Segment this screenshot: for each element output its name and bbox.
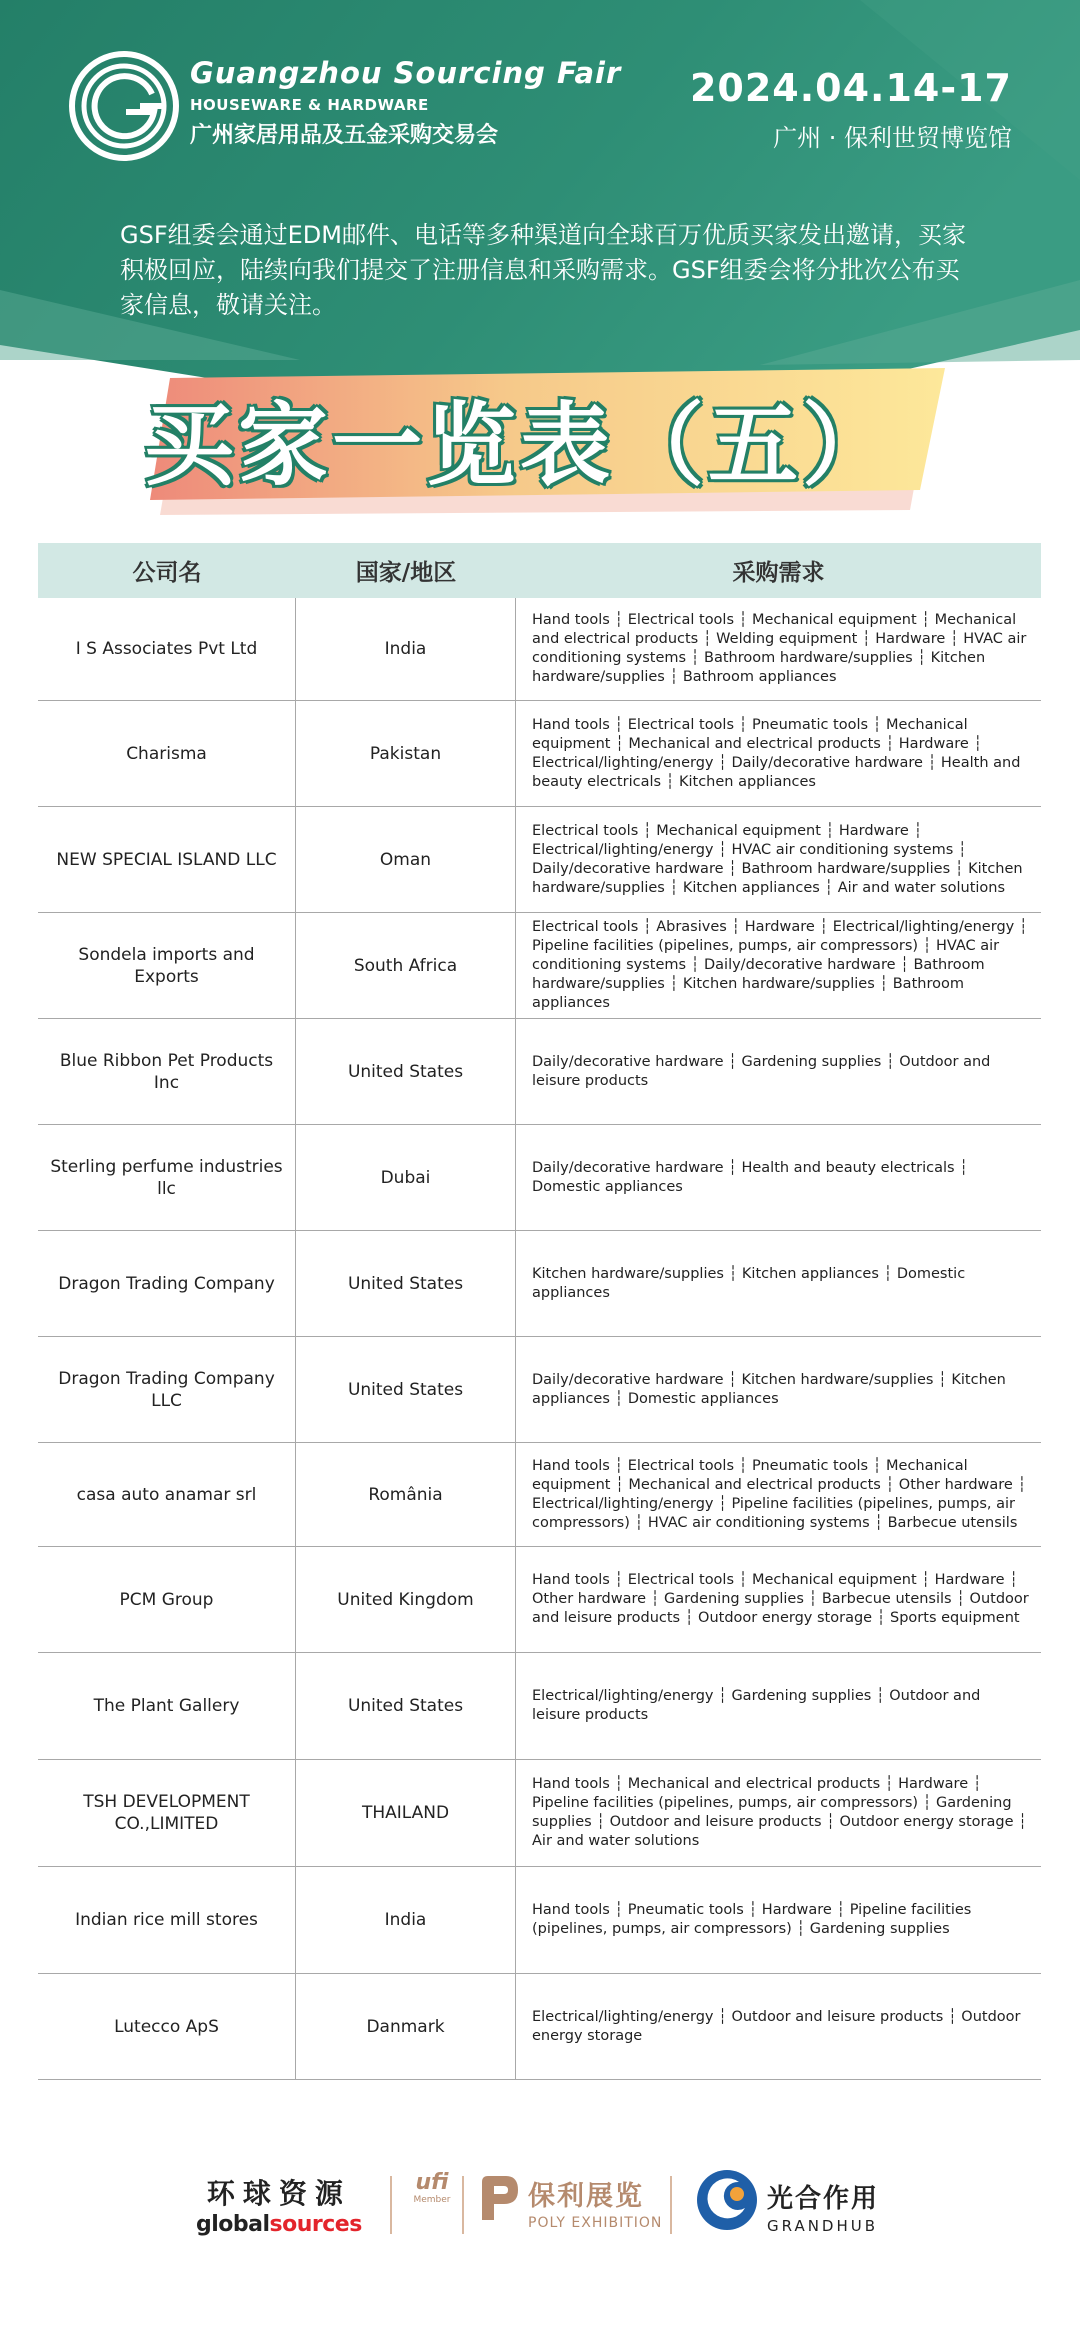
event-dates: 2024.04.14-17 — [689, 66, 1012, 110]
country: United States — [296, 1653, 516, 1759]
table-row — [38, 1867, 1041, 1974]
table-row — [38, 1443, 1041, 1547]
table-row — [38, 1974, 1041, 2080]
table-row — [38, 1337, 1041, 1443]
purchase-needs: Hand tools ┆ Electrical tools ┆ Mechanical equipment ┆ Mechanical and electrical products ┆ Welding equipment ┆ Hardware ┆ HVAC air conditioning systems ┆ Bathroom hardware/supplies ┆ Kitchen hardware/supplies ┆ Bathroom appliances — [532, 612, 1027, 685]
logo-divider — [390, 2176, 392, 2234]
header-country: 国家/地区 — [355, 560, 457, 586]
company-name: Indian rice mill stores — [38, 1867, 296, 1973]
company-name: Lutecco ApS — [38, 1974, 296, 2079]
purchase-needs: Hand tools ┆ Electrical tools ┆ Mechanical equipment ┆ Hardware ┆ Other hardware ┆ Gardening supplies ┆ Barbecue utensils ┆ Outdoor and leisure products ┆ Outdoor energy storage ┆ Sports equipment — [532, 1572, 1029, 1626]
logo-divider — [670, 2176, 672, 2234]
purchase-needs: Daily/decorative hardware ┆ Kitchen hardware/supplies ┆ Kitchen appliances ┆ Domestic appliances — [532, 1371, 1006, 1407]
banner-title: 买家一览表（五） — [144, 393, 896, 498]
purchase-needs: Hand tools ┆ Pneumatic tools ┆ Hardware ┆ Pipeline facilities (pipelines, pumps, air compressors) ┆ Gardening supplies — [532, 1902, 972, 1937]
country: Oman — [296, 807, 516, 912]
country: United States — [296, 1337, 516, 1442]
country: South Africa — [296, 913, 516, 1018]
purchase-needs: Hand tools ┆ Electrical tools ┆ Pneumatic tools ┆ Mechanical equipment ┆ Mechanical and electrical products ┆ Hardware ┆ Electrical/lighting/energy ┆ Daily/decorative hardware ┆ Health and beauty electricals ┆ Kitchen appliances — [532, 716, 1021, 790]
global-sources-en-b: sources — [269, 2212, 362, 2237]
purchase-needs: Electrical/lighting/energy ┆ Outdoor and leisure products ┆ Outdoor energy storage — [532, 2008, 1021, 2044]
country: United States — [296, 1019, 516, 1124]
table-row — [38, 1653, 1041, 1760]
grandhub-cn: 光合作用 — [767, 2184, 880, 2214]
intro-text: GSF组委会通过EDM邮件、电话等多种渠道向全球百万优质买家发出邀请，买家积极回应，陆续向我们提交了注册信息和采购需求。GSF组委会将分批次公布买家信息，敬请关注。 — [120, 221, 966, 319]
company-name: NEW SPECIAL ISLAND LLC — [38, 807, 296, 912]
country: România — [296, 1443, 516, 1546]
company-name: Sterling perfume industries llc — [38, 1125, 296, 1230]
poly-exhibition-logo — [476, 2172, 663, 2231]
company-name: TSH DEVELOPMENT CO.,LIMITED — [38, 1760, 296, 1866]
country: United Kingdom — [296, 1547, 516, 1652]
brand-chinese: 广州家居用品及五金采购交易会 — [190, 123, 499, 148]
purchase-needs: Hand tools ┆ Mechanical and electrical products ┆ Hardware ┆ Pipeline facilities (pipelines, pumps, air compressors) ┆ Gardening supplies ┆ Outdoor and leisure products ┆ Outdoor energy storage ┆ Air and water solutions — [532, 1776, 1027, 1849]
header-company: 公司名 — [132, 560, 202, 586]
purchase-needs: Hand tools ┆ Electrical tools ┆ Pneumatic tools ┆ Mechanical equipment ┆ Mechanical and electrical products ┆ Other hardware ┆ Electrical/lighting/energy ┆ Pipeline facilities (pipelines, pumps, air compressors) ┆ HVAC air conditioning systems ┆ Barbecue utensils — [532, 1457, 1027, 1531]
purchase-needs: Electrical tools ┆ Mechanical equipment ┆ Hardware ┆ Electrical/lighting/energy ┆ HVAC air conditioning systems ┆ Daily/decorative hardware ┆ Bathroom hardware/supplies ┆ Kitchen hardware/supplies ┆ Kitchen appliances ┆ Air and water solutions — [532, 822, 1023, 896]
table-header — [38, 543, 1041, 598]
partner-logos — [0, 2150, 1080, 2250]
event-info — [690, 66, 1012, 153]
country: THAILAND — [296, 1760, 516, 1866]
company-name: Dragon Trading Company LLC — [38, 1337, 296, 1442]
logo-divider — [462, 2176, 464, 2234]
grandhub-en: GRANDHUB — [767, 2217, 879, 2235]
grandhub-emblem-icon — [695, 2168, 759, 2232]
purchase-needs: Kitchen hardware/supplies ┆ Kitchen appliances ┆ Domestic appliances — [532, 1265, 966, 1301]
company-name: Blue Ribbon Pet Products Inc — [38, 1019, 296, 1124]
event-venue: 广州 · 保利世贸博览馆 — [773, 124, 1012, 152]
global-sources-en-a: global — [196, 2212, 270, 2237]
company-name: I S Associates Pvt Ltd — [38, 598, 296, 700]
country: Danmark — [296, 1974, 516, 2079]
fair-brand — [190, 56, 621, 149]
brand-subtitle: HOUSEWARE & HARDWARE — [190, 96, 429, 114]
table-row — [38, 598, 1041, 701]
company-name: Sondela imports and Exports — [38, 913, 296, 1018]
table-row — [38, 1019, 1041, 1125]
grandhub-logo — [695, 2168, 880, 2236]
company-name: Charisma — [38, 701, 296, 806]
purchase-needs: Daily/decorative hardware ┆ Gardening supplies ┆ Outdoor and leisure products — [532, 1053, 991, 1089]
country: India — [296, 1867, 516, 1973]
country: United States — [296, 1231, 516, 1336]
table-row — [38, 1125, 1041, 1231]
ufi-text: ufi — [415, 2170, 449, 2195]
purchase-needs: Electrical/lighting/energy ┆ Gardening supplies ┆ Outdoor and leisure products — [532, 1688, 981, 1723]
buyer-table — [38, 543, 1041, 2080]
company-name: Dragon Trading Company — [38, 1231, 296, 1336]
global-sources-cn: 环球资源 — [206, 2177, 351, 2210]
company-name: The Plant Gallery — [38, 1653, 296, 1759]
table-row — [38, 807, 1041, 913]
country: Dubai — [296, 1125, 516, 1230]
table-row — [38, 913, 1041, 1019]
table-row — [38, 701, 1041, 807]
gsf-logo-icon — [68, 50, 180, 162]
purchase-needs: Electrical tools ┆ Abrasives ┆ Hardware ┆ Electrical/lighting/energy ┆ Pipeline facilities (pipelines, pumps, air compressors) ┆ HVAC air conditioning systems ┆ Daily/decorative hardware ┆ Bathroom hardware/supplies ┆ Kitchen hardware/supplies ┆ Bathroom appliances — [532, 919, 1028, 1011]
poly-emblem-icon — [476, 2172, 522, 2224]
table-row — [38, 1760, 1041, 1867]
company-name: casa auto anamar srl — [38, 1443, 296, 1546]
header-needs: 采购需求 — [732, 560, 825, 586]
table-row — [38, 1231, 1041, 1337]
purchase-needs: Daily/decorative hardware ┆ Health and beauty electricals ┆ Domestic appliances — [532, 1159, 968, 1195]
brand-english: Guangzhou Sourcing Fair — [190, 56, 622, 90]
company-name: PCM Group — [38, 1547, 296, 1652]
ufi-member-logo — [412, 2170, 452, 2205]
poly-cn: 保利展览 — [528, 2181, 644, 2212]
poly-en: POLY EXHIBITION — [528, 2215, 663, 2231]
global-sources-logo — [196, 2172, 362, 2237]
country: India — [296, 598, 516, 700]
table-row — [38, 1547, 1041, 1653]
ufi-member-text: Member — [413, 2195, 451, 2205]
country: Pakistan — [296, 701, 516, 806]
